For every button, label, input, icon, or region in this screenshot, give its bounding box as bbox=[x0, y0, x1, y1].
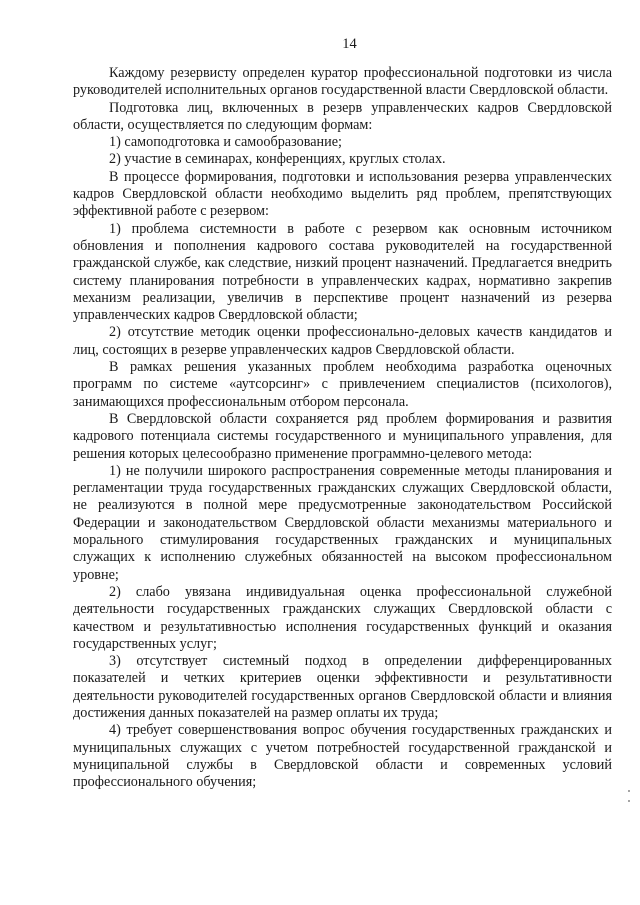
paragraph-reserve-problems: В процессе формирования, подготовки и использования резерва управленческих кадров Свердловской области необходимо выделить ряд проблем, препятствующих эффективной работе с резервом: bbox=[73, 168, 612, 220]
scan-speck bbox=[628, 800, 630, 802]
scan-speck bbox=[628, 790, 630, 792]
paragraph-curator: Каждому резервисту определен куратор профессиональной подготовки из числа руководителей исполнительных органов государственной власти Свердловской области. bbox=[73, 65, 612, 99]
list-item-seminars: 2) участие в семинарах, конференциях, круглых столах. bbox=[109, 151, 446, 168]
list-item-self-study: 1) самоподготовка и самообразование; bbox=[109, 134, 342, 151]
document-body bbox=[73, 65, 612, 791]
list-item-efficiency-criteria: 3) отсутствует системный подход в определении дифференцированных показателей и четких критериев оценки эффективности и результативности деятельности руководителей государственных органов Свердловской области и влияния достижения данных показателей на размер оплаты их труда; bbox=[73, 653, 612, 721]
list-item-assessment-methods: 2) отсутствие методик оценки профессионально-деловых качеств кандидатов и лиц, состоящих в резерве управленческих кадров Свердловской области. bbox=[73, 324, 612, 358]
list-item-systemic-problem: 1) проблема системности в работе с резервом как основным источником обновления и пополнения кадрового состава руководителей на государственной гражданской службе, как следствие, низкий процент назначений. Предлагается внедрить систему планирования потребности в управленческих кадрах, нормативно закрепив механизм реализации, увеличив в перспективе процент назначений из резерва управленческих кадров Свердловской области; bbox=[73, 220, 612, 324]
list-item-individual-assessment: 2) слабо увязана индивидуальная оценка профессиональной служебной деятельности государственных гражданских служащих Свердловской области с качеством и результативностью исполнения государственных функций и оказания государственных услуг; bbox=[73, 583, 612, 652]
paragraph-program-target-method: В Свердловской области сохраняется ряд проблем формирования и развития кадрового потенциала системы государственного и муниципального управления, для решения которых целесообразно применение программно-целевого метода: bbox=[73, 410, 612, 462]
list-item-labor-methods: 1) не получили широкого распространения современные методы планирования и регламентации труда государственных гражданских служащих Свердловской области, не реализуются в полной мере предусмотренные законодательством Российской Федерации и законодательством Свердловской области механизмы материального и морального стимулирования государственных гражданских и муниципальных служащих к исполнению служебных обязанностей на высоком профессиональном уровне; bbox=[73, 462, 612, 583]
list-item-training-improvement: 4) требует совершенствования вопрос обучения государственных гражданских и муниципальных служащих с учетом потребностей государственной гражданской и муниципальной службы в Свердловской области и современных условий профессионального обучения; bbox=[73, 722, 612, 791]
paragraph-training-forms: Подготовка лиц, включенных в резерв управленческих кадров Свердловской области, осуществляется по следующим формам: bbox=[73, 99, 612, 133]
paragraph-outsourcing: В рамках решения указанных проблем необходима разработка оценочных программ по системе «аутсорсинг» с привлечением специалистов (психологов), занимающихся профессиональным отбором персонала. bbox=[73, 359, 612, 410]
page-number: 14 bbox=[342, 36, 357, 52]
